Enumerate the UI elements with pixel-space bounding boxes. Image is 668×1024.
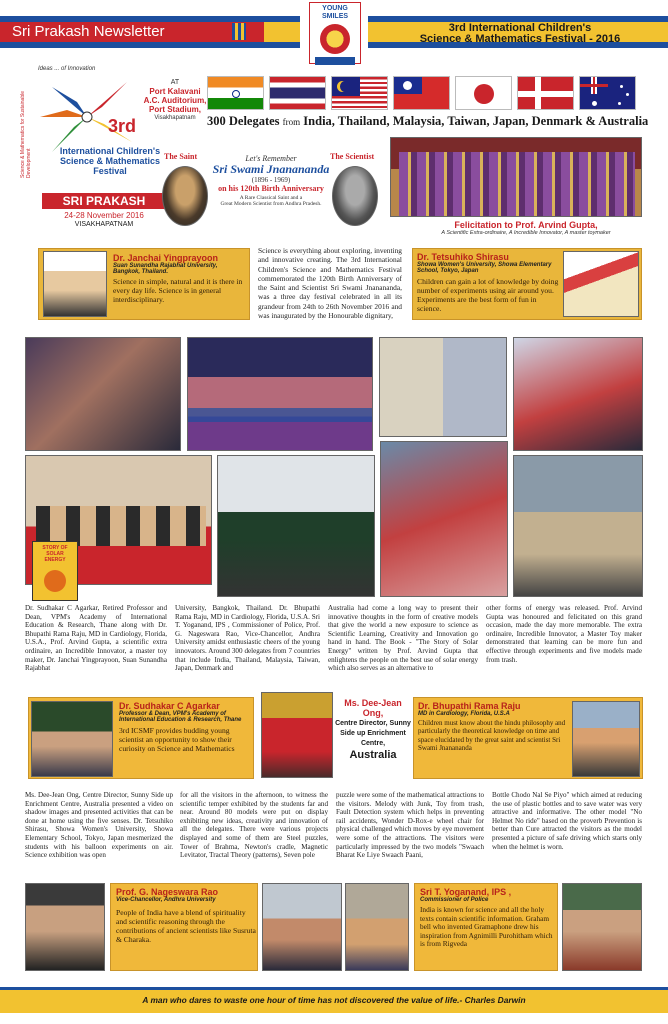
- raju-photo: [572, 701, 640, 777]
- intro-text: Science is everything about exploring, inventing and innovative creating. The 3rd International Children's Science and Mathematics Festival commemorated the 120th Birth Anniversary of the Saint and Scientist Sri Swami Jnanananda, was a three day festival celebrated in all its grandeur from 24th to 26th November 2016 and was inaugurated by the Honourable dignitary,: [258, 246, 402, 321]
- photo-speakers: [379, 337, 507, 437]
- festival-title: 3rd International Children's Science & Mathematics Festival - 2016: [419, 22, 621, 45]
- quote-yogananad: Sri T. Yoganand, IPS , Commissioner of Police India is known for science and all the holy texts contain scientific information. Graham bell who invented Gramaphone drew his inspiration from Agnimilli Purohitham which is from Rigveda: [414, 883, 558, 971]
- header-stripes: [232, 23, 246, 40]
- scientist-portrait: [332, 166, 378, 226]
- quote-deejean: Ms. Dee-Jean Ong, Centre Director, Sunny Side up Enrichment Centre, Australia: [335, 698, 411, 761]
- deejean-photo: [261, 692, 333, 778]
- photo-group-2: [345, 883, 409, 971]
- book-cover: STORY OF SOLAR ENERGY: [32, 541, 78, 601]
- newsletter-title: Sri Prakash Newsletter: [12, 23, 165, 40]
- delegates-headline: 300 Delegates from India, Thailand, Malaysia, Taiwan, Japan, Denmark & Australia: [207, 114, 649, 128]
- felicitation-caption: Felicitation to Prof. Arvind Gupta, A Scientific Extra-ordinaire, A Incredible Innovator, A master toymaker: [441, 220, 611, 236]
- quote-rao: Prof. G. Nageswara Rao Vice-Chancellor, Andhra University People of India have a blend of spirituality and scientific reasoning through the contributions of ancient scientists like Susruta & Charaka.: [110, 883, 258, 971]
- australia-flag: [579, 76, 636, 110]
- photo-girls-experiment: [380, 441, 508, 597]
- article1-col3: Australia had come a long way to present their innovative thoughts in the form of creative models that give the world a new exposure to science as Scientific Learning, Creativity and Innovation go hand in hand. The Book - "The Story of Solar Energy" written by Prof. Arvind Gupta that enlightens the people on the best use of solar energy which also serves as an alternative to: [328, 604, 478, 673]
- thailand-flag: [269, 76, 326, 110]
- school-banner: SRI PRAKASH: [42, 193, 166, 209]
- swami-name: Sri Swami Jnanananda: [212, 162, 330, 176]
- quote-agarkar: Dr. Sudhakar C Agarkar Professor & Dean, VPM's Academy of International Education & Research, Thane 3rd ICSMF provides budding young scientist an opportunity to show their curiosity on Science and Mathematics: [28, 697, 254, 779]
- rao-photo: [25, 883, 105, 971]
- quote-shirasu: Dr. Tetsuhiko Shirasu Showa Women's University, Showa Elementary School, Tokyo, Japan Children can gain a lot of knowledge by doing number of experiments using air around you. Experiments are the best form of fun in science.: [412, 248, 642, 320]
- pinwheel-icon: [32, 72, 142, 157]
- remember-block: The Saint The Scientist Let's Remember Sri Swami Jnanananda (1896 - 1969) on his 120th Birth Anniversary A Rare Classical Saint and a Great Modern Scientist from Andhra Pradesh.: [162, 136, 384, 228]
- malaysia-flag: [331, 76, 388, 110]
- article2-col4: Bottle Chodo Nal Se Piyo" which aimed at reducing the use of plastic bottles and to save water was very attractive and informative. The other model "No Helmet No ride" based on the proverb Prevention is better than Cure attracted the visitors as the model presented a picture of safe driving which starts only when the helmet is worn.: [492, 791, 642, 851]
- festival-dates: 24-28 November 2016: [64, 211, 144, 220]
- festival-name: International Children's Science & Mathematics Festival: [59, 146, 161, 176]
- denmark-flag: [517, 76, 574, 110]
- photo-dance-performance: [187, 337, 373, 451]
- footer-quote: A man who dares to waste one hour of time has not discovered the value of life.- Charles Darwin: [142, 995, 526, 1005]
- article2-col1: Ms. Dee-Jean Ong, Centre Director, Sunny Side up Enrichment Centre, Australia presented a video on shadow images and presented activities that can be done at home using the five senses. Dr. Tetsuhiko Shirasu, Showa Women's University, Showa Elementary School, Tokyo, Japan mesmerized the students with his balloon experiments on air. Science exhibition was open: [25, 791, 173, 860]
- japan-flag: [455, 76, 512, 110]
- article1-col2: University, Bangkok, Thailand. Dr. Bhupathi Rama Raju, MD in Cardiology, Florida, U.S.A. Sri T. Yoganand, IPS , Commissioner of Police, Prof. G. Nageswara Rao, Vice-Chancellor, Andhra University amidst enthusiastic cheers of the young innovators. Around 300 delegates from 7 countries that include India, Thailand, Malaysia, Taiwan, Japan, Denmark and: [175, 604, 320, 673]
- quote-janchai: Dr. Janchai Yingprayoon Suan Sunandha Rajabhat University, Bangkok, Thailand. Science in simple, natural and it is there in every day life. Science is in general interdisciplinary.: [38, 248, 250, 320]
- saint-portrait: [162, 166, 208, 226]
- felicitation-photo: [390, 137, 642, 217]
- article1-col1: Dr. Sudhakar C Agarkar, Retired Professor and Dean, VPM's Academy of International Education & Research, Thane along with Dr. Bhupathi Rama Raju, MD in Cardiology, Florida, U.S.A., Prof. Arvind Gupta, a scientific extra ordinaire, an Incredible Innovator, a master toy maker, Dr. Janchai Yingprayoon, Suan Sunandha Rajabhat: [25, 604, 167, 673]
- ordinal-number: 3rd: [108, 116, 137, 136]
- festival-logo: Ideas ... of Innovation Science & Mathematics for Sustainable Development 3rd International Children's Science & Mathematics Festival SRI PRAKASH 24-28 November 2016 VISAKHAPATNAM: [20, 64, 190, 266]
- festival-city: VISAKHAPATNAM: [74, 221, 134, 228]
- article1-col4: other forms of energy was released. Prof. Arvind Gupta was honoured and felicitated on this grand occasion, made the day more memorable. The extra ordinaire, Incredible Innovator, a Master Toy maker demonstrated that learning can be more fun and effective through experiments and five models made from trash.: [486, 604, 642, 664]
- footer-bar: [0, 987, 668, 1013]
- india-flag: [207, 76, 264, 110]
- photo-group-1: [262, 883, 342, 971]
- article2-col2: for all the visitors in the afternoon, to witness the scientific temper exhibited by the students far and near. Around 80 models were put on display exhibiting new ideas, creativity and innovation of all the delegates. There were various projects displayed and some of them are Steel puzzles, Tower of Brahma, Newton's cradle, Magnetic Levitator, Tractal Theory (patterns), Seven pole: [180, 791, 328, 860]
- taiwan-flag: [393, 76, 450, 110]
- article2-col3: puzzle were some of the mathematical attractions to the visitors. Melody with Junk, Toy from trash, Fault Detection system which helps in preventing rail accidents, Wonder D-Rox-e wheel chair for physical challenged which moves by eye movement were some of the attractions. The visitors were particularly impressed by the two models "Swaach Bharat Ke Liye Swaach Paani,: [336, 791, 484, 860]
- photo-exhibition-2: [513, 455, 643, 597]
- quote-raju: Dr. Bhupathi Rama Raju MD in Cardiology, Florida, U.S.A Children must know about the hindu philosophy and particularly the theoretical knowledge on time and space elucidated by the great saint and scientist Sri Swami Jnanananda: [413, 697, 643, 779]
- shirasu-photo: [563, 251, 639, 317]
- photo-students-experiment: [25, 337, 181, 451]
- agarkar-photo: [31, 701, 113, 777]
- photo-exhibition-1: [513, 337, 643, 451]
- photo-guest-model: [217, 455, 375, 597]
- venue: AT Port Kalavani A.C. Auditorium, Port Stadium, Visakhapatnam: [143, 79, 207, 121]
- young-smiles-logo: YOUNG SMILES: [309, 2, 361, 64]
- yogananad-photo: [562, 883, 642, 971]
- janchai-photo: [43, 251, 107, 317]
